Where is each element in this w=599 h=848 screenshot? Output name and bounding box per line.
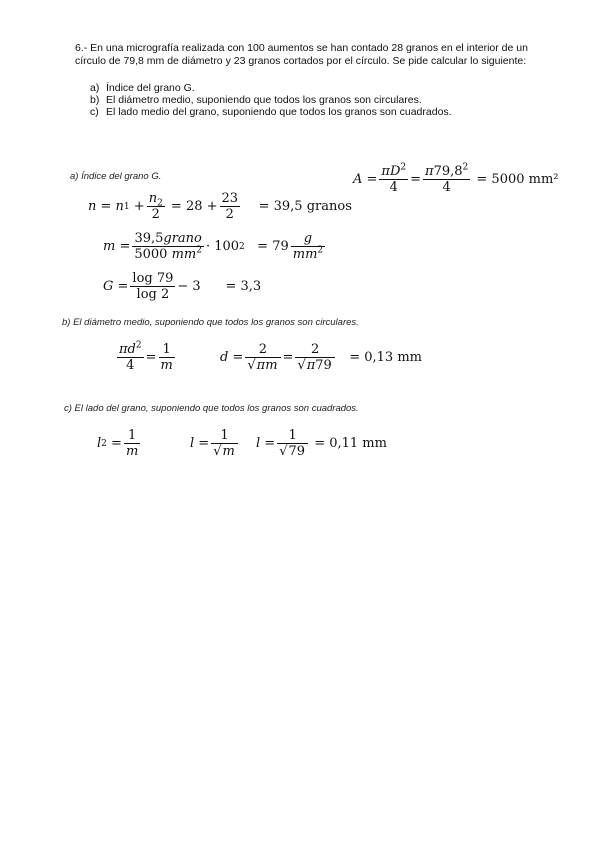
g-result: = 3,3 [225,279,262,294]
d-result: = 0,13 mm [349,350,422,365]
problem-text: 6.- En una micrografía realizada con 100 aumentos se han contado 28 granos en el interior de un círculo de 79,8 mm de diámetro y 23 granos cortados por el círculo. Se pide calcular lo siguiente: [75,42,528,67]
problem-statement [75,42,555,68]
section-c-heading: c) El lado del grano, suponiendo que todos los granos son cuadrados. [64,403,359,414]
m-result: 79 [272,239,289,254]
l-equation-numeric: l = $\frac{1}{√79}$ = 0,11 mm [256,428,387,459]
problem-item-b [90,94,452,106]
item-text: El diámetro medio, suponiendo que todos los granos son circulares. [106,94,422,106]
n-equation: n = n 1 + $\frac{n_2}{2}$ = 28 + $\frac{23}{2}$ = 39,5 granos [88,191,352,222]
item-text: Índice del grano G. [106,82,195,94]
area-result: = 5000 mm² [476,172,559,187]
problem-item-c [90,106,452,118]
item-text: El lado medio del grano, suponiendo que todos los granos son cuadrados. [106,106,452,118]
l-result: = 0,11 mm [314,436,387,451]
l-square-equation: l 2 = $\frac{1}{m}$ [97,428,139,459]
g-equation: G = $\frac{\log 79}{\log 2}$ − 3 = 3,3 [103,271,262,302]
n-result: = 39,5 granos [258,199,352,214]
section-a-heading: a) Índice del grano G. [70,171,162,182]
problem-items [90,82,452,118]
m-equation: m = $\frac{\text{39,5grano}}{5000 mm^2}$ · 100 2 = 79 $\frac{g}{mm^2}$ [103,231,324,262]
d-equation: d = $\frac{2}{√\pi m}$ = $\frac{2}{√\pi 79}$ = 0,13 mm [220,342,422,373]
l-equation-general: l = $\frac{1}{√m}$ [190,428,240,459]
item-letter: b) [90,94,100,106]
item-letter: c) [90,106,99,118]
d-area-equation: $\frac{\pi d^2}{4}$ = $\frac{1}{m}$ [119,340,173,373]
section-b-heading: b) El diámetro medio, suponiendo que todos los granos son circulares. [62,317,359,328]
item-letter: a) [90,82,100,94]
area-equation: A = $\frac{\pi D^2}{4}$ = $\frac{\pi 79,8^2}{4}$ = 5000 mm² [353,162,559,195]
problem-item-a [90,82,452,94]
